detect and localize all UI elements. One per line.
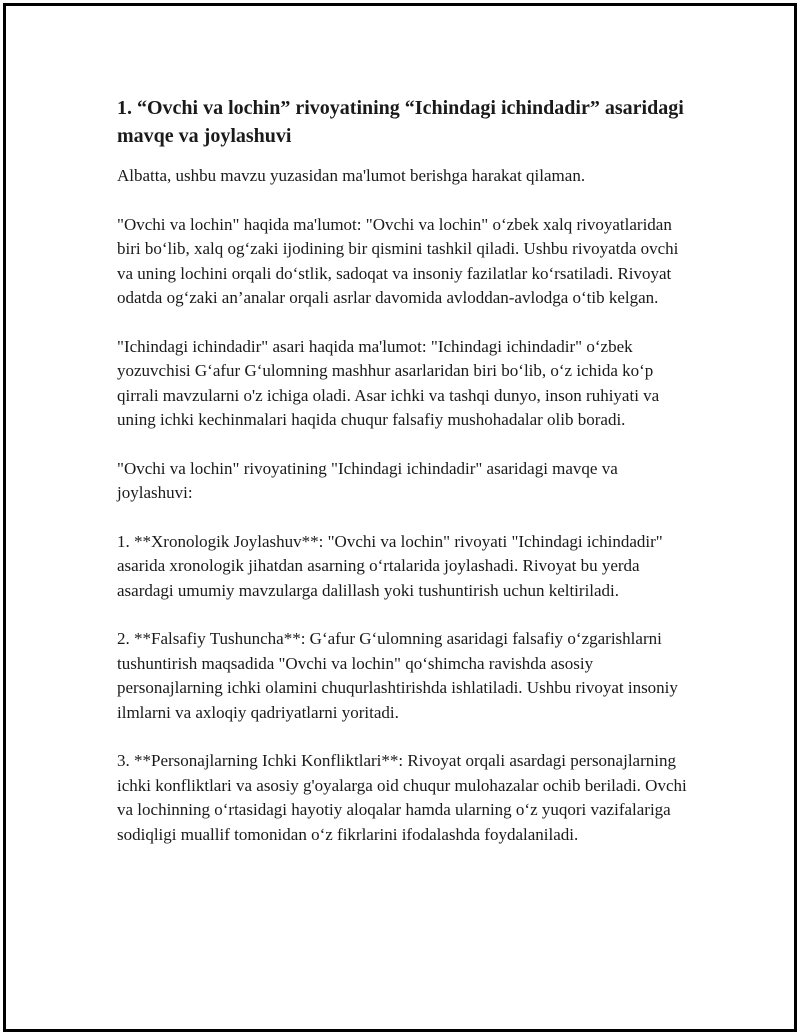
point-3-paragraph: 3. **Personajlarning Ichki Konfliktlari**: Rivoyat orqali asardagi personajlarning ichki konfliktlari va asosiy g'oyalarga oid chuqur mulohazalar ochib beriladi. Ovchi va lochinning o‘rtasidagi hayotiy aloqalar hamda ularning o‘z yuqori vazifalariga sodiqligi muallif tomonidan o‘z fikrlarini ifodalashda foydalaniladi. <box>117 751 687 844</box>
document-title: 1. “Ovchi va lochin” rivoyatining “Ichindagi ichindadir” asaridagi mavqe va joylashuvi <box>117 97 684 147</box>
point-1-paragraph: 1. **Xronologik Joylashuv**: "Ovchi va lochin" rivoyati "Ichindagi ichindadir" asarida xronologik jihatdan asarning o‘rtalarida joylashadi. Rivoyat bu yerda asardagi umumiy mavzularga dalillash yoki tushuntirish uchun keltiriladi. <box>117 531 663 600</box>
ovchi-lochin-info-paragraph: "Ovchi va lochin" haqida ma'lumot: "Ovchi va lochin" o‘zbek xalq rivoyatlaridan biri bo‘lib, xalq og‘zaki ijodining bir qismini tashkil qiladi. Ushbu rivoyatda ovchi va uning lochini orqali do‘stlik, sadoqat va insoniy fazilatlar ko‘rsatiladi. Rivoyat odatda og‘zaki an’analar orqali asrlar davomida avloddan-avlodga o‘tib kelgan. <box>117 214 679 307</box>
document-body <box>117 94 687 871</box>
section-lead-paragraph: "Ovchi va lochin" rivoyatining "Ichindagi ichindadir" asaridagi mavqe va joylashuvi: <box>117 458 618 502</box>
point-2-paragraph: 2. **Falsafiy Tushuncha**: G‘afur G‘ulomning asaridagi falsafiy o‘zgarishlarni tushuntirish maqsadida "Ovchi va lochin" qo‘shimcha ravishda asosiy personajlarning ichki olamini chuqurlashtirishda ishlatiladi. Ushbu rivoyat insoniy ilmlarni va axloqiy qadriyatlarni yoritadi. <box>117 629 678 722</box>
ichindagi-info-paragraph: "Ichindagi ichindadir" asari haqida ma'lumot: "Ichindagi ichindadir" o‘zbek yozuvchisi G‘afur G‘ulomning mashhur asarlaridan biri bo‘lib, o‘z ichida ko‘p qirrali mavzularni o'z ichiga oladi. Asar ichki va tashqi dunyo, inson ruhiyati va uning ichki kechinmalari haqida chuqur falsafiy mushohadalar olib boradi. <box>117 336 660 429</box>
intro-paragraph: Albatta, ushbu mavzu yuzasidan ma'lumot berishga harakat qilaman. <box>117 166 586 185</box>
